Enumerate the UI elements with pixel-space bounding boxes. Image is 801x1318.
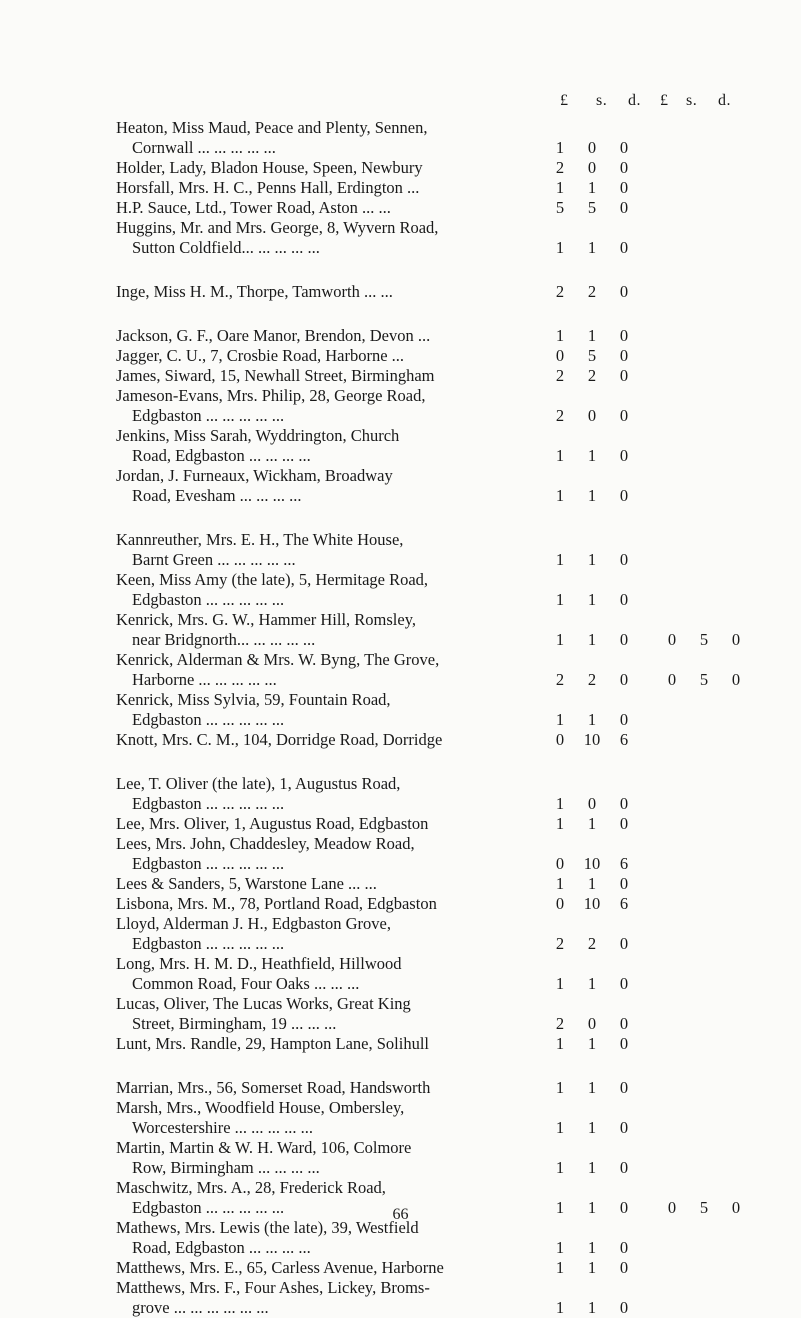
amount-pounds: 1	[555, 550, 565, 569]
subscriber-name	[116, 326, 540, 346]
entry-line-1: Lunt, Mrs. Randle, 29, Hampton Lane, Solihull	[116, 1034, 430, 1053]
amount-shillings: 1	[587, 814, 597, 833]
entry-line-2: Harborne ... ... ... ... ...	[132, 670, 277, 689]
amount-pounds: 2	[555, 282, 565, 301]
amount-shillings: 1	[587, 1298, 597, 1317]
amount-shillings: 1	[587, 1238, 597, 1257]
amount-pounds-2: 0	[667, 670, 677, 689]
entry-line-2: Edgbaston ... ... ... ... ...	[132, 710, 285, 729]
entry-line-2: Edgbaston ... ... ... ... ...	[132, 934, 285, 953]
subscriber-name	[116, 994, 540, 1034]
header-shillings-1: s.	[596, 92, 608, 109]
entry-line-1: Keen, Miss Amy (the late), 5, Hermitage Road,	[116, 570, 429, 589]
amount-pence: 0	[619, 974, 629, 993]
entry-line-1: Lees, Mrs. John, Chaddesley, Meadow Road,	[116, 834, 415, 853]
amount-shillings: 1	[587, 486, 597, 505]
amount-pence: 0	[619, 794, 629, 813]
amount-shillings: 1	[587, 178, 597, 197]
amount-pounds: 1	[555, 794, 565, 813]
amount-pounds: 1	[555, 1118, 565, 1137]
amount-pence: 0	[619, 178, 629, 197]
amount-pence: 0	[619, 814, 629, 833]
amount-pounds: 0	[555, 894, 565, 913]
amount-pounds: 2	[555, 934, 565, 953]
subscriber-name	[116, 386, 540, 426]
header-pounds-2: £	[660, 92, 669, 109]
amount-pence: 0	[619, 138, 629, 157]
entry-line-1: Holder, Lady, Bladon House, Speen, Newbury	[116, 158, 423, 177]
amount-pounds: 0	[555, 730, 565, 749]
entry-line-2: Worcestershire ... ... ... ... ...	[132, 1118, 314, 1137]
amount-shillings: 10	[583, 854, 601, 873]
amount-shillings: 1	[587, 874, 597, 893]
amount-pence-2: 0	[731, 1198, 741, 1217]
amount-pounds-2: 0	[667, 630, 677, 649]
entry-line-1: Long, Mrs. H. M. D., Heathfield, Hillwood	[116, 954, 402, 973]
entry-line-1: Martin, Martin & W. H. Ward, 106, Colmore	[116, 1138, 412, 1157]
entry-line-1: Inge, Miss H. M., Thorpe, Tamworth ... ...	[116, 282, 393, 301]
amount-pounds: 1	[555, 974, 565, 993]
amount-pence: 0	[619, 590, 629, 609]
subscriber-name	[116, 894, 540, 914]
amount-shillings-2: 5	[699, 670, 709, 689]
amount-pounds: 1	[555, 630, 565, 649]
entry-line-2: Row, Birmingham ... ... ... ...	[132, 1158, 320, 1177]
subscriber-name	[116, 774, 540, 814]
entry-line-1: Lee, T. Oliver (the late), 1, Augustus Road,	[116, 774, 401, 793]
amount-pence: 6	[619, 894, 629, 913]
amount-pence: 0	[619, 1158, 629, 1177]
amount-shillings: 5	[587, 198, 597, 217]
amount-shillings: 2	[587, 934, 597, 953]
entry-line-1: Huggins, Mr. and Mrs. George, 8, Wyvern Road,	[116, 218, 439, 237]
entry-line-1: Heaton, Miss Maud, Peace and Plenty, Sennen,	[116, 118, 428, 137]
amount-shillings: 10	[583, 730, 601, 749]
amount-pence: 0	[619, 366, 629, 385]
amount-pounds: 1	[555, 238, 565, 257]
amount-pounds: 1	[555, 1158, 565, 1177]
entry-line-1: Matthews, Mrs. F., Four Ashes, Lickey, Broms-	[116, 1278, 430, 1297]
amount-pence: 0	[619, 710, 629, 729]
amount-pounds: 1	[555, 1238, 565, 1257]
subscriber-name	[116, 610, 540, 650]
amount-shillings: 1	[587, 630, 597, 649]
amount-pence-2: 0	[731, 670, 741, 689]
amount-pence: 0	[619, 550, 629, 569]
subscriber-name	[116, 1078, 540, 1098]
amount-shillings: 1	[587, 326, 597, 345]
amount-pounds: 1	[555, 1298, 565, 1317]
amount-pounds: 1	[555, 446, 565, 465]
amount-pence: 0	[619, 1014, 629, 1033]
entry-line-2: Cornwall ... ... ... ... ...	[132, 138, 276, 157]
subscriber-name	[116, 426, 540, 466]
amount-shillings: 1	[587, 1198, 597, 1217]
amount-pence: 0	[619, 238, 629, 257]
entry-line-2: grove ... ... ... ... ... ...	[132, 1298, 269, 1317]
amount-pence: 0	[619, 406, 629, 425]
amount-shillings: 10	[583, 894, 601, 913]
subscriber-name	[116, 690, 540, 730]
header-pence-2: d.	[718, 92, 731, 109]
entry-line-1: Jagger, C. U., 7, Crosbie Road, Harborne ...	[116, 346, 405, 365]
amount-pence: 0	[619, 1298, 629, 1317]
header-shillings-2: s.	[686, 92, 698, 109]
entry-line-1: Kannreuther, Mrs. E. H., The White House,	[116, 530, 404, 549]
amount-pounds: 0	[555, 854, 565, 873]
amount-pounds: 1	[555, 814, 565, 833]
entry-line-2: Road, Edgbaston ... ... ... ...	[132, 1238, 311, 1257]
amount-pounds-2: 0	[667, 1198, 677, 1217]
entry-line-1: Jordan, J. Furneaux, Wickham, Broadway	[116, 466, 393, 485]
amount-pence: 0	[619, 446, 629, 465]
entry-line-2: Edgbaston ... ... ... ... ...	[132, 794, 285, 813]
amount-pence: 0	[619, 874, 629, 893]
entry-line-1: Jackson, G. F., Oare Manor, Brendon, Devon ...	[116, 326, 431, 345]
subscriber-name	[116, 834, 540, 874]
amount-pounds: 2	[555, 158, 565, 177]
entry-line-1: James, Siward, 15, Newhall Street, Birmingham	[116, 366, 435, 385]
subscriber-name	[116, 1278, 540, 1318]
amount-pounds: 1	[555, 138, 565, 157]
amount-pounds: 2	[555, 1014, 565, 1033]
subscriber-name	[116, 874, 540, 894]
amount-shillings-2: 5	[699, 630, 709, 649]
entry-line-1: Maschwitz, Mrs. A., 28, Frederick Road,	[116, 1178, 386, 1197]
amount-shillings: 1	[587, 550, 597, 569]
subscriber-name	[116, 650, 540, 690]
amount-shillings: 5	[587, 346, 597, 365]
amount-pounds: 5	[555, 198, 565, 217]
amount-pence: 0	[619, 346, 629, 365]
entry-line-1: Kenrick, Mrs. G. W., Hammer Hill, Romsley,	[116, 610, 417, 629]
entry-line-1: Kenrick, Miss Sylvia, 59, Fountain Road,	[116, 690, 391, 709]
subscriber-name	[116, 466, 540, 506]
entry-line-2: Edgbaston ... ... ... ... ...	[132, 1198, 285, 1217]
amount-pence: 0	[619, 158, 629, 177]
amount-pence-2: 0	[731, 630, 741, 649]
amount-pence: 0	[619, 1118, 629, 1137]
entry-line-1: Knott, Mrs. C. M., 104, Dorridge Road, Dorridge	[116, 730, 443, 749]
amount-shillings: 0	[587, 406, 597, 425]
entry-line-1: Mathews, Mrs. Lewis (the late), 39, Westfield	[116, 1218, 419, 1237]
subscriber-name	[116, 814, 540, 834]
amount-shillings: 1	[587, 590, 597, 609]
subscriber-name	[116, 198, 540, 218]
entry-line-2: Sutton Coldfield... ... ... ... ...	[132, 238, 320, 257]
amount-pounds: 0	[555, 346, 565, 365]
amount-pence: 0	[619, 670, 629, 689]
entry-line-2: Barnt Green ... ... ... ... ...	[132, 550, 296, 569]
subscriber-name	[116, 914, 540, 954]
entry-line-2: Road, Edgbaston ... ... ... ...	[132, 446, 311, 465]
amount-pounds: 1	[555, 874, 565, 893]
amount-pence: 0	[619, 1238, 629, 1257]
amount-shillings: 1	[587, 1158, 597, 1177]
entry-line-1: Marrian, Mrs., 56, Somerset Road, Handsworth	[116, 1078, 431, 1097]
amount-shillings: 1	[587, 1118, 597, 1137]
amount-pence: 0	[619, 1258, 629, 1277]
amount-pence: 6	[619, 854, 629, 873]
subscriber-name	[116, 570, 540, 610]
entry-line-1: H.P. Sauce, Ltd., Tower Road, Aston ... ...	[116, 198, 391, 217]
amount-shillings-2: 5	[699, 1198, 709, 1217]
entry-line-2: Common Road, Four Oaks ... ... ...	[132, 974, 360, 993]
subscriber-name	[116, 530, 540, 570]
subscriber-name	[116, 158, 540, 178]
entry-line-2: Edgbaston ... ... ... ... ...	[132, 590, 285, 609]
entry-line-1: Jameson-Evans, Mrs. Philip, 28, George Road,	[116, 386, 426, 405]
entry-line-2: Edgbaston ... ... ... ... ...	[132, 406, 285, 425]
amount-shillings: 1	[587, 238, 597, 257]
amount-pence: 6	[619, 730, 629, 749]
subscriber-name	[116, 346, 540, 366]
page-number: 66	[392, 1206, 409, 1223]
amount-shillings: 1	[587, 1078, 597, 1097]
entry-line-1: Horsfall, Mrs. H. C., Penns Hall, Erdington ...	[116, 178, 420, 197]
amount-pounds: 1	[555, 1034, 565, 1053]
amount-shillings: 2	[587, 366, 597, 385]
amount-pence: 0	[619, 1078, 629, 1097]
amount-pounds: 2	[555, 366, 565, 385]
amount-pence: 0	[619, 934, 629, 953]
subscriber-name	[116, 1258, 540, 1278]
amount-pounds: 1	[555, 590, 565, 609]
subscriber-name	[116, 178, 540, 198]
entry-line-1: Kenrick, Alderman & Mrs. W. Byng, The Grove,	[116, 650, 440, 669]
amount-pounds: 2	[555, 406, 565, 425]
amount-shillings: 2	[587, 282, 597, 301]
amount-pence: 0	[619, 198, 629, 217]
amount-pounds: 2	[555, 670, 565, 689]
amount-pence: 0	[619, 326, 629, 345]
amount-pounds: 1	[555, 1198, 565, 1217]
amount-pounds: 1	[555, 710, 565, 729]
header-pence-1: d.	[628, 92, 641, 109]
amount-shillings: 0	[587, 158, 597, 177]
entry-line-1: Lee, Mrs. Oliver, 1, Augustus Road, Edgbaston	[116, 814, 429, 833]
amount-shillings: 0	[587, 138, 597, 157]
amount-shillings: 1	[587, 446, 597, 465]
amount-pounds: 1	[555, 486, 565, 505]
entry-line-1: Lees & Sanders, 5, Warstone Lane ... ...	[116, 874, 377, 893]
amount-pounds: 1	[555, 178, 565, 197]
amount-shillings: 1	[587, 1258, 597, 1277]
entry-line-1: Lucas, Oliver, The Lucas Works, Great King	[116, 994, 411, 1013]
subscriber-name	[116, 1098, 540, 1138]
entry-line-1: Lisbona, Mrs. M., 78, Portland Road, Edgbaston	[116, 894, 437, 913]
amount-shillings: 2	[587, 670, 597, 689]
header-pounds-1: £	[560, 92, 569, 109]
subscriber-name	[116, 218, 540, 258]
subscriber-name	[116, 366, 540, 386]
subscriber-name	[116, 954, 540, 994]
amount-pence: 0	[619, 1198, 629, 1217]
subscriber-name	[116, 282, 540, 302]
subscriber-name	[116, 118, 540, 158]
amount-shillings: 1	[587, 974, 597, 993]
amount-pence: 0	[619, 282, 629, 301]
entry-line-1: Marsh, Mrs., Woodfield House, Ombersley,	[116, 1098, 405, 1117]
subscriber-name	[116, 1138, 540, 1178]
entry-line-2: near Bridgnorth... ... ... ... ...	[132, 630, 316, 649]
entry-line-1: Jenkins, Miss Sarah, Wyddrington, Church	[116, 426, 400, 445]
entry-line-2: Street, Birmingham, 19 ... ... ...	[132, 1014, 337, 1033]
entry-line-2: Edgbaston ... ... ... ... ...	[132, 854, 285, 873]
amount-shillings: 1	[587, 1034, 597, 1053]
amount-pence: 0	[619, 1034, 629, 1053]
entry-line-1: Lloyd, Alderman J. H., Edgbaston Grove,	[116, 914, 391, 933]
entry-line-2: Road, Evesham ... ... ... ...	[132, 486, 302, 505]
amount-pounds: 1	[555, 1258, 565, 1277]
amount-pounds: 1	[555, 1078, 565, 1097]
amount-pence: 0	[619, 630, 629, 649]
subscriber-name	[116, 1218, 540, 1258]
amount-pounds: 1	[555, 326, 565, 345]
amount-shillings: 0	[587, 1014, 597, 1033]
subscriber-name	[116, 730, 540, 750]
subscriber-name	[116, 1034, 540, 1054]
amount-shillings: 0	[587, 794, 597, 813]
amount-pence: 0	[619, 486, 629, 505]
entry-line-1: Matthews, Mrs. E., 65, Carless Avenue, Harborne	[116, 1258, 444, 1277]
amount-shillings: 1	[587, 710, 597, 729]
